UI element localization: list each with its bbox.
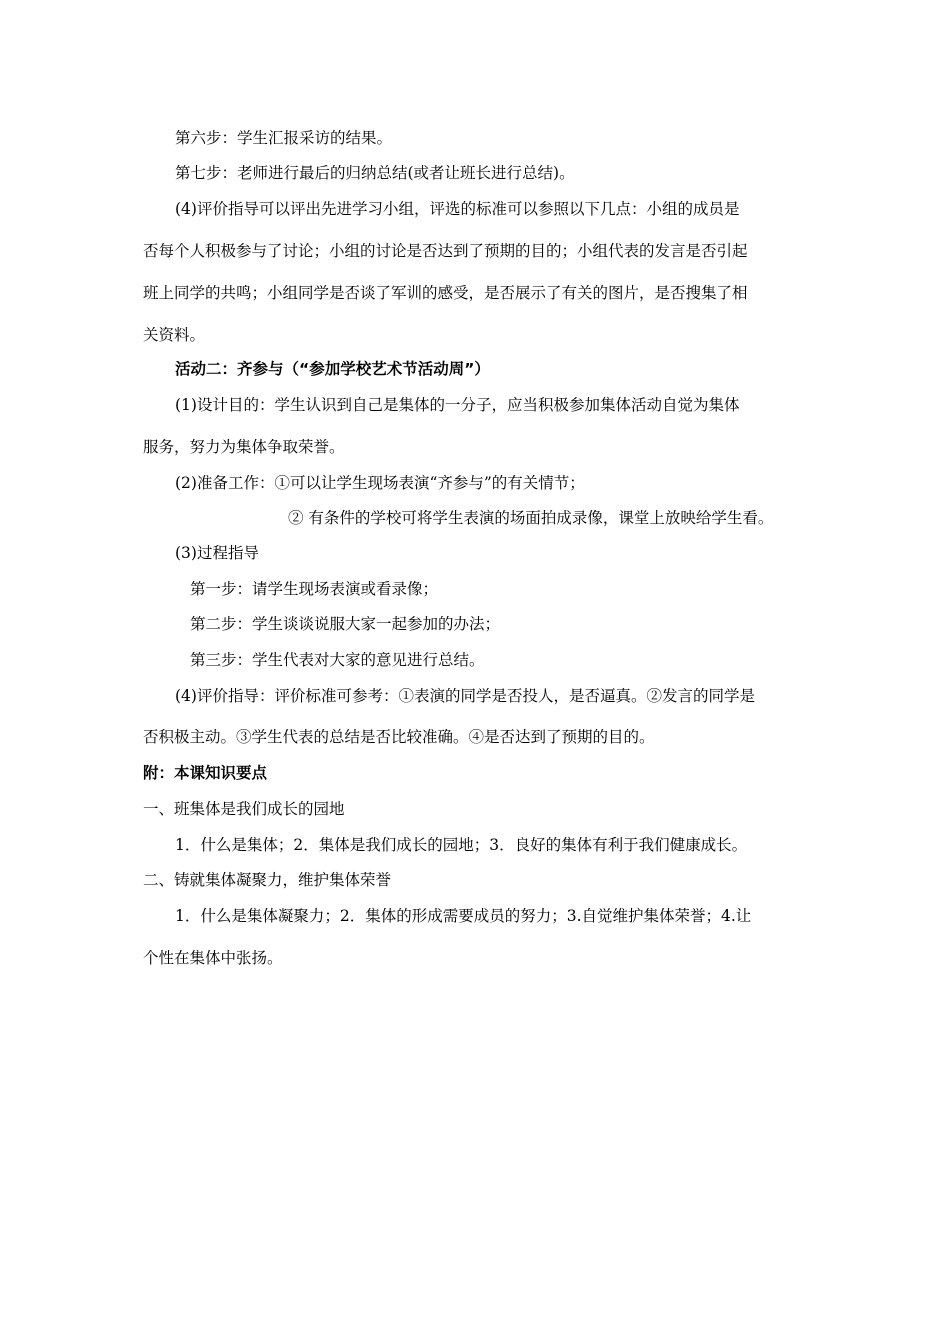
text-line: 关资料。 (143, 326, 206, 344)
text-line: 第三步：学生代表对大家的意见进行总结。 (190, 651, 485, 669)
text-line: 第二步：学生谈谈说服大家一起参加的办法； (190, 615, 501, 633)
text-line: 第六步：学生汇报采访的结果。 (175, 129, 393, 147)
text-line: (4)评价指导可以评出先进学习小组，评选的标准可以参照以下几点：小组的成员是 (175, 200, 740, 218)
text-line: 第七步：老师进行最后的归纳总结(或者让班长进行总结)。 (175, 164, 575, 182)
section-heading: 活动二：齐参与（“参加学校艺术节活动周”） (175, 360, 490, 378)
text-line: 1．什么是集体；2．集体是我们成长的园地；3．良好的集体有利于我们健康成长。 (175, 836, 748, 854)
text-line: 二、铸就集体凝聚力，维护集体荣誉 (143, 871, 392, 889)
text-line: 个性在集体中张扬。 (143, 949, 283, 967)
text-line: 一、班集体是我们成长的园地 (143, 800, 345, 818)
text-line: (1)设计目的：学生认识到自己是集体的一分子，应当积极参加集体活动自觉为集体 (175, 396, 740, 414)
text-line: 服务，努力为集体争取荣誉。 (143, 438, 345, 456)
text-line: 否每个人积极参与了讨论；小组的讨论是否达到了预期的目的；小组代表的发言是否引起 (143, 242, 748, 260)
text-line: (4)评价指导：评价标准可参考：①表演的同学是否投人，是否逼真。②发言的同学是 (175, 687, 755, 705)
text-line: ② 有条件的学校可将学生表演的场面拍成录像，课堂上放映给学生看。 (288, 509, 774, 527)
text-line: 第一步：请学生现场表演或看录像； (190, 580, 439, 598)
text-line: 1．什么是集体凝聚力；2．集体的形成需要成员的努力；3.自觉维护集体荣誉；4.让 (175, 907, 752, 925)
text-line: 班上同学的共鸣；小组同学是否谈了军训的感受，是否展示了有关的图片，是否搜集了相 (143, 284, 748, 302)
text-line: (2)准备工作：①可以让学生现场表演“齐参与”的有关情节； (175, 474, 585, 492)
appendix-heading: 附：本课知识要点 (143, 764, 268, 782)
text-line: 否积极主动。③学生代表的总结是否比较准确。④是否达到了预期的目的。 (143, 728, 655, 746)
text-line: (3)过程指导 (175, 544, 259, 562)
